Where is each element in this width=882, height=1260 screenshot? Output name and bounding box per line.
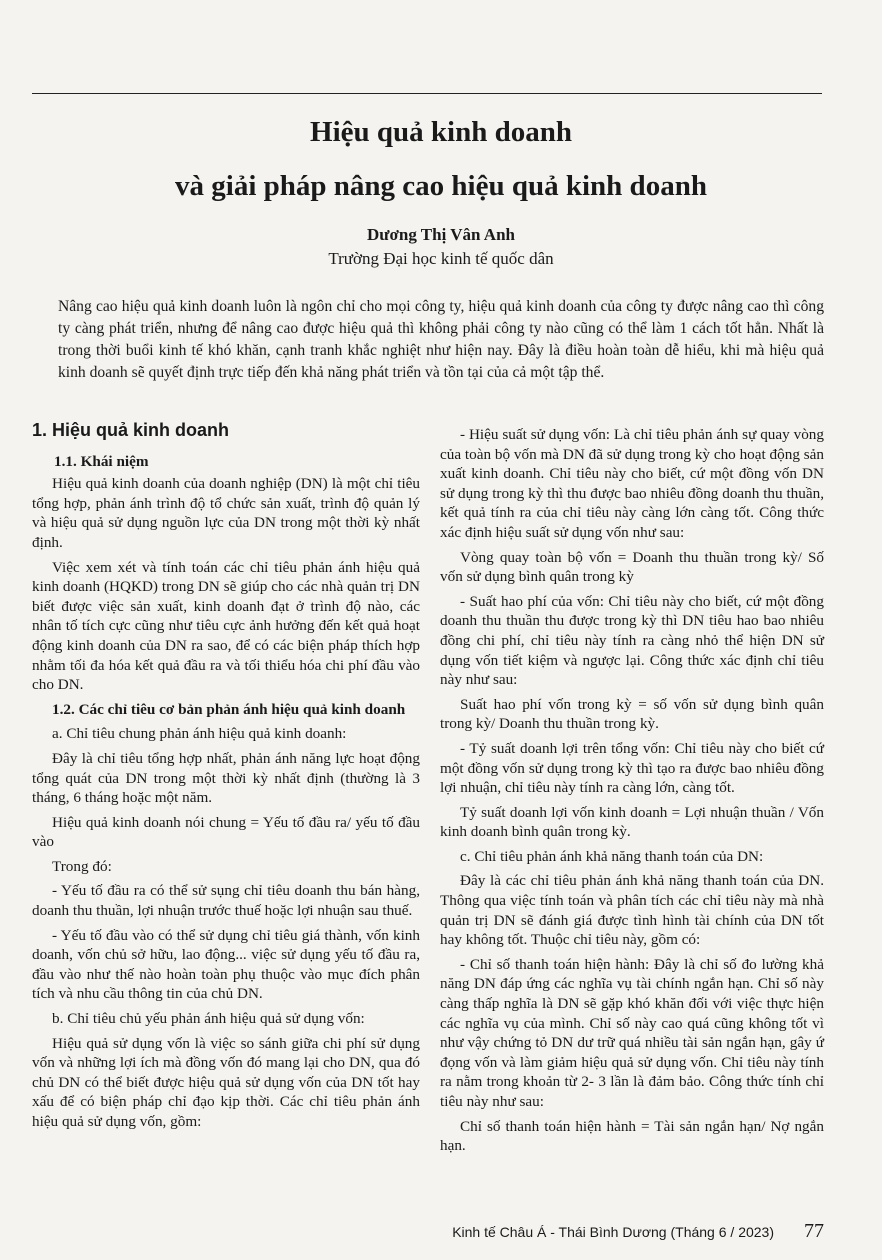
formula: Suất hao phí vốn trong kỳ = số vốn sử dụng bình quân trong kỳ/ Doanh thu thuần trong kỳ. <box>440 695 824 733</box>
subsection-heading-1-1: 1.1. Khái niệm <box>54 452 149 470</box>
paragraph: a. Chỉ tiêu chung phản ánh hiệu quả kinh doanh: <box>52 725 347 743</box>
subsection-heading-1-2: 1.2. Các chỉ tiêu cơ bản phản ánh hiệu quả kinh doanh <box>52 700 406 718</box>
formula: Hiệu quả kinh doanh nói chung = Yếu tố đầu ra/ yếu tố đầu vào <box>32 813 420 851</box>
abstract: Nâng cao hiệu quả kinh doanh luôn là ngôn chỉ cho mọi công ty, hiệu quả kinh doanh của công ty được nâng cao thì công ty càng phát triển, nhưng để nâng cao được hiệu quả thì không phải công ty nào cũng có thể làm 1 cách tốt hẳn. Nhất là trong thời buổi kinh tế khó khăn, cạnh tranh khắc nghiệt như hiện nay. Đây là điều hoàn toàn dễ hiểu, khi mà hiệu quả kinh doanh sẽ quyết định trực tiếp đến khả năng phát triển và tồn tại của cả một tập thể. <box>58 298 824 381</box>
author-affiliation: Trường Đại học kinh tế quốc dân <box>328 249 554 268</box>
section-heading-1: 1. Hiệu quả kinh doanh <box>32 420 230 440</box>
page-footer <box>452 1220 824 1243</box>
paragraph: Việc xem xét và tính toán các chỉ tiêu phản ánh hiệu quả kinh doanh (HQKD) trong DN sẽ giúp cho các nhà quản trị DN biết được việc sản xuất, kinh doanh đạt ở trình độ nào, các nhân tố tích cực cũng như tiêu cực ảnh hưởng đến kết quả hoạt động kinh doanh của DN ra sao, để có các biện pháp thích hợp nhằm tối đa hóa kết quả đầu ra và tối thiểu hóa chi phí đầu vào cho DN. <box>32 558 420 694</box>
article-title-line-2: và giải pháp nâng cao hiệu quả kinh doanh <box>175 170 707 202</box>
right-column <box>440 425 824 1161</box>
paragraph: Đây là chỉ tiêu tổng hợp nhất, phản ánh năng lực hoạt động tổng quát của DN trong một thời kỳ nhất định (thường là 3 tháng, 6 tháng hoặc một năm. <box>32 749 420 807</box>
formula: Tỷ suất doanh lợi vốn kinh doanh = Lợi nhuận thuần / Vốn kinh doanh bình quân trong kỳ. <box>440 803 824 841</box>
list-item: - Yếu tố đầu vào có thể sử dụng chỉ tiêu giá thành, vốn kinh doanh, vốn chủ sở hữu, lao động... việc sử dụng yếu tố đầu ra, đầu vào như thế nào hoàn toàn phụ thuộc vào mục đích phân tích và nhu cầu thông tin của chủ DN. <box>32 926 420 1003</box>
list-item: - Hiệu suất sử dụng vốn: Là chỉ tiêu phản ánh sự quay vòng của toàn bộ vốn mà DN đã sử dụng trong kỳ cho hoạt động sản xuất kinh doanh. Chỉ tiêu này cho biết, cứ một đồng vốn DN sử dụng trong kỳ thì thu được bao nhiêu đồng doanh thu thuần, kết quả tính ra của chỉ tiêu này càng lớn càng tốt. Công thức xác định hiệu suất sử dụng vốn như sau: <box>440 426 824 541</box>
journal-name: Kinh tế Châu Á - Thái Bình Dương (Tháng 6 / 2023) <box>452 1224 774 1240</box>
left-column <box>32 417 420 1137</box>
paragraph: Hiệu quả kinh doanh của doanh nghiệp (DN) là một chỉ tiêu tổng hợp, phản ánh trình độ tổ chức sản xuất, trình độ quản lý và hiệu quả sử dụng nguồn lực của DN trong một thời kỳ nhất định. <box>32 475 420 551</box>
page-number: 77 <box>804 1220 824 1242</box>
list-item: - Suất hao phí của vốn: Chỉ tiêu này cho biết, cứ một đồng doanh thu thuần thu được trong kỳ thì DN tiêu hao bao nhiêu đồng chi phí, chỉ tiêu này tính ra càng nhỏ thể hiện DN sử dụng vốn tiết kiệm và ngược lại. Công thức xác định chỉ tiêu này như sau: <box>440 592 824 689</box>
list-item: - Tỷ suất doanh lợi trên tổng vốn: Chỉ tiêu này cho biết cứ một đồng vốn sử dụng trong kỳ thì tạo ra được bao nhiêu đồng lợi nhuận, chỉ tiêu này tính ra càng lớn, càng tốt. <box>440 739 824 797</box>
author-name: Dương Thị Vân Anh <box>367 225 515 244</box>
formula: Chỉ số thanh toán hiện hành = Tài sản ngắn hạn/ Nợ ngắn hạn. <box>440 1117 824 1155</box>
list-item: - Chỉ số thanh toán hiện hành: Đây là chỉ số đo lường khả năng DN đáp ứng các nghĩa vụ tài chính ngắn hạn. Chỉ số này càng thấp nghĩa là DN sẽ gặp khó khăn đối với việc thực hiện các nghĩa vụ của mình. Chỉ số này cao quá cũng không tốt vì như vậy chứng tỏ DN dư trữ quá nhiều tài sản ngắn hạn, gây ứ đọng vốn và làm giảm hiệu quả sử dụng vốn. Chỉ tiêu này tính ra nằm trong khoản từ 2- 3 lần là đảm bảo. Công thức tính chỉ tiêu này như sau: <box>440 955 824 1110</box>
list-item: - Yếu tố đầu ra có thể sử sụng chỉ tiêu doanh thu bán hàng, doanh thu thuần, lợi nhuận trước thuế hoặc lợi nhuận sau thuế. <box>32 882 420 920</box>
paragraph: Đây là các chỉ tiêu phản ánh khả năng thanh toán của DN. Thông qua việc tính toán và phân tích các chỉ tiêu này mà nhà quản trị DN sẽ đánh giá được tình hình tài chính của DN tốt hay không tốt. Thuộc chỉ tiêu này, gồm có: <box>440 872 824 949</box>
header-rule <box>32 93 822 94</box>
article-title-line-1: Hiệu quả kinh doanh <box>310 116 572 148</box>
paragraph: c. Chỉ tiêu phản ánh khả năng thanh toán của DN: <box>460 847 764 865</box>
formula: Vòng quay toàn bộ vốn = Doanh thu thuần trong kỳ/ Số vốn sử dụng bình quân trong kỳ <box>440 548 824 586</box>
paragraph: Hiệu quả sử dụng vốn là việc so sánh giữa chi phí sử dụng vốn và những lợi ích mà đồng vốn đó mang lại cho DN, qua đó chủ DN có thể biết được hiệu quả sử dụng vốn của DN tốt hay xấu để có biện pháp chỉ đạo kịp thời. Các chỉ tiêu phản ánh hiệu quả sử dụng vốn, gồm: <box>32 1034 420 1130</box>
paragraph: b. Chỉ tiêu chủ yếu phản ánh hiệu quả sử dụng vốn: <box>52 1010 365 1028</box>
paragraph: Trong đó: <box>52 857 112 875</box>
